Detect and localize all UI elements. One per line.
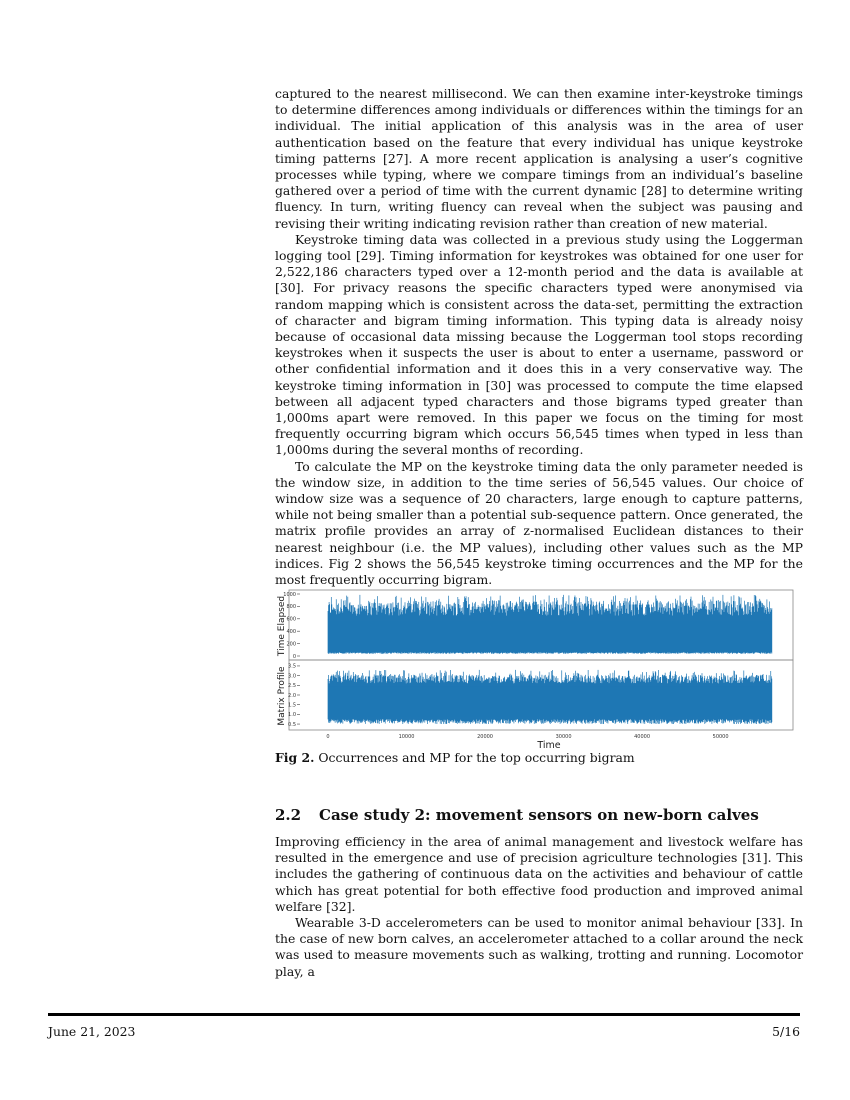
x-tick-label: 30000 <box>555 734 572 740</box>
y-tick-label: 600 <box>286 616 296 623</box>
paragraph: Wearable 3-D accelerometers can be used to monitor animal behaviour [33]. In the case of new born calves, an accelerometer attached to a collar around the neck was used to measure movements such as walking, trotting and running. Locomotor play, a <box>275 915 803 979</box>
figure-caption-text: Occurrences and MP for the top occurring bigram <box>318 750 635 765</box>
y-tick-label: 1.0 <box>288 712 296 719</box>
section-heading <box>275 806 759 824</box>
panel-2-y-label: Matrix Profile <box>277 666 287 726</box>
paragraph: To calculate the MP on the keystroke timing data the only parameter needed is the window size, in addition to the time series of 56,545 values. Our choice of window size was a sequence of 20 characters, large enough to capture patterns, while not being smaller than a potential sub-sequence pattern. Once generated, the matrix profile provides an array of z-normalised Euclidean distances to their nearest neighbour (i.e. the MP values), including other values such as the MP indices. Fig 2 shows the 56,545 keystroke timing occurrences and the MP for the most frequently occurring bigram. <box>275 458 803 588</box>
x-tick-label: 10000 <box>398 734 415 740</box>
panel-2-x-ticks <box>326 734 728 740</box>
y-tick-label: 0 <box>292 653 296 660</box>
y-tick-label: 200 <box>286 641 296 648</box>
figure-caption <box>275 750 635 765</box>
paragraph: Keystroke timing data was collected in a previous study using the Loggerman logging tool [29]. Timing information for keystrokes was obtained for one user for 2,522,186 characters typed over a 12-month period and the data is available at [30]. For privacy reasons the specific characters typed were anonymised via random mapping which is consistent across the data-set, permitting the extraction of character and bigram timing information. This typing data is already noisy because of occasional data missing because the Loggerman tool stops recording keystrokes when it suspects the user is about to enter a username, password or other confidential information and it does this in a very conservative way. The keystroke timing information in [30] was processed to compute the time elapsed between all adjacent typed characters and those bigrams typed greater than 1,000ms apart were removed. In this paper we focus on the timing for most frequently occurring bigram which occurs 56,545 times when typed in less than 1,000ms during the several months of recording. <box>275 231 803 458</box>
body-text-top <box>275 86 803 588</box>
section-title: Case study 2: movement sensors on new-born calves <box>319 806 759 824</box>
section-number: 2.2 <box>275 806 302 824</box>
y-tick-label: 1.5 <box>288 702 296 709</box>
y-tick-label: 2.5 <box>288 683 296 690</box>
page-number: 5/16 <box>772 1024 800 1039</box>
footer-date: June 21, 2023 <box>48 1024 136 1039</box>
panel-2-series <box>328 670 772 724</box>
y-tick-label: 2.0 <box>288 692 296 699</box>
x-tick-label: 0 <box>326 734 330 740</box>
paragraph: Improving efficiency in the area of animal management and livestock welfare has resulted in the emergence and use of precision agriculture technologies [31]. This includes the gathering of continuous data on the activities and behaviour of cattle which has great potential for both effective food production and improved animal welfare [32]. <box>275 834 803 914</box>
y-tick-label: 3.0 <box>288 673 296 680</box>
panel-2-y-ticks <box>288 664 300 728</box>
figure-label: Fig 2. <box>275 750 315 765</box>
figure-2 <box>275 586 803 756</box>
body-text-bottom <box>275 834 803 980</box>
x-tick-label: 50000 <box>712 734 729 740</box>
y-tick-label: 1000 <box>283 591 296 598</box>
panel-1-y-label: Time Elapsed <box>277 595 287 657</box>
y-tick-label: 800 <box>286 604 296 611</box>
panel-1-series <box>328 595 772 654</box>
footer-rule <box>48 1013 800 1016</box>
panel-2-x-label: Time <box>537 740 561 751</box>
series-core-band <box>328 686 772 716</box>
paragraph: captured to the nearest millisecond. We can then examine inter-keystroke timings to determine differences among individuals or differences within the timings for an individual. The initial application of this analysis was in the area of user authentication based on the feature that every individual has unique keystroke timing patterns [27]. A more recent application is analysing a user’s cognitive processes while typing, where we compare timings from an individual’s baseline gathered over a period of time with the current dynamic [28] to determine writing fluency. In turn, writing fluency can reveal when the subject was pausing and revising their writing indicating revision rather than creation of new material. <box>275 86 803 231</box>
y-tick-label: 400 <box>286 629 296 635</box>
y-tick-label: 3.5 <box>288 663 296 670</box>
y-tick-label: 0.5 <box>288 721 296 728</box>
x-tick-label: 20000 <box>477 734 493 740</box>
figure-2-chart <box>275 586 803 756</box>
series-core-band <box>328 621 772 651</box>
x-tick-label: 40000 <box>634 734 651 740</box>
